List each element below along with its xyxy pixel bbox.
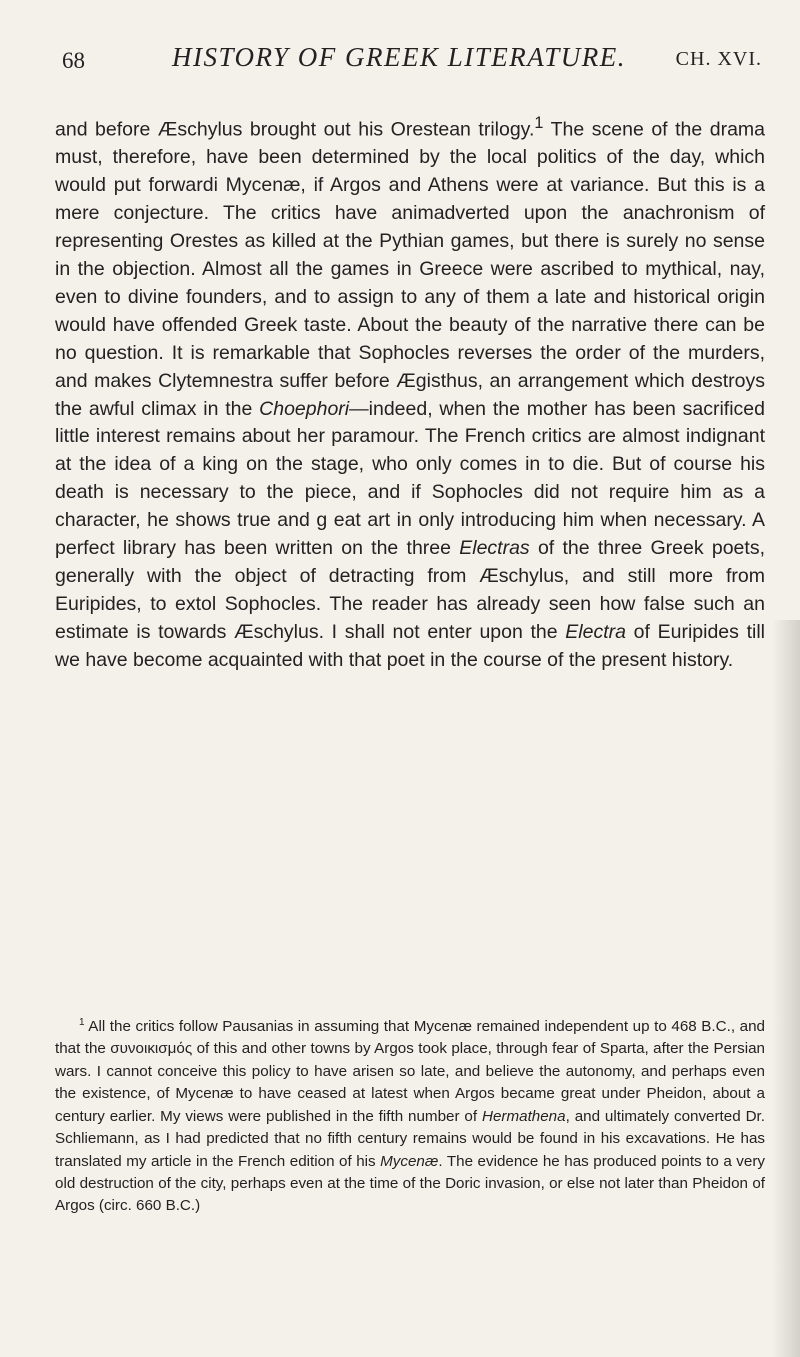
footnote-paragraph bbox=[55, 1012, 765, 1218]
page-edge-shadow bbox=[772, 620, 800, 1357]
footnote-ref[interactable]: 1 bbox=[534, 114, 544, 132]
main-paragraph bbox=[55, 110, 765, 675]
text-run: The scene of the drama must, therefore, have been determined by the local politics of the day, which would put forwardi Mycenæ, if Argos and Athens were at variance. But this is a mere conjecture. The critics have animadverted upon the anachronism of representing Orestes as killed at the Pythian games, but there is surely no sense in the objection. Almost all the games in Greece were ascribed to mythical, nay, even to divine founders, and to assign to any of them a late and historical origin would have offended Greek taste. About the beauty of the narrative there can be no question. It is remarkable that Sophocles reverses the order of the murders, and makes Clytemnestra suffer before Ægisthus, an arrangement which destroys the awful climax in the bbox=[55, 118, 766, 420]
title-mycenae: Mycenæ bbox=[380, 1152, 439, 1170]
title-electras: Electras bbox=[459, 537, 530, 560]
running-title: HISTORY OF GREEK LITERATURE. bbox=[172, 42, 627, 72]
running-header bbox=[62, 40, 762, 80]
page-number: 68 bbox=[62, 48, 85, 73]
text-run: of the three Greek poets, generally with the object of detracting from Æschylus, and still more from Euripides, to extol Sophocles. The reader has already seen how false such an estimate is towards Æschylus. I shall not enter upon the bbox=[55, 537, 765, 643]
footnote-marker: 1 bbox=[79, 1017, 85, 1028]
footnote bbox=[55, 1012, 765, 1218]
text-run: —indeed, when the mother has been sacrificed little interest remains about her paramour. The French critics are almost indignant at the idea of a king on the stage, who only comes in to die. But of course his death is necessary to the piece, and if Sophocles did not require him as a character, he shows true and g eat art in only introducing him when necessary. A perfect library has been written on the three bbox=[55, 397, 765, 560]
text-run: of Euripides till we have become acquainted with that poet in the course of the present history. bbox=[55, 620, 765, 671]
text-run: of this and other towns by Argos took place, through fear of Sparta, after the Persian wars. I cannot conceive this policy to have arisen so late, and believe the autonomy, and perhaps even the existence, of Mycenæ to have ceased at latest when Argos became great under Pheidon, about a century earlier. My views were published in the fifth number of bbox=[55, 1040, 765, 1125]
main-text bbox=[55, 110, 765, 675]
chapter-label: CH. XVI. bbox=[675, 48, 762, 70]
title-choephori: Choephori bbox=[259, 397, 350, 420]
title-hermathena: Hermathena bbox=[482, 1107, 566, 1125]
greek-word: συνοικισμός bbox=[110, 1040, 193, 1058]
text-run: All the critics follow Pausanias in assuming that Mycenæ remained independent up to 468 B.C., and that the bbox=[55, 1018, 765, 1058]
text-run: and before Æschylus brought out his Orestean trilogy. bbox=[55, 118, 535, 141]
title-electra: Electra bbox=[565, 620, 626, 643]
text-run: . The evidence he has produced points to a very old destruction of the city, perhaps even at the time of the Doric invasion, or else not later than Pheidon of Argos (circ. 660 B.C.) bbox=[55, 1152, 765, 1215]
text-run: , and ultimately converted Dr. Schliemann, as I had predicted that no fifth century remains would be found in his excavations. He has translated my article in the French edition of his bbox=[55, 1107, 765, 1170]
